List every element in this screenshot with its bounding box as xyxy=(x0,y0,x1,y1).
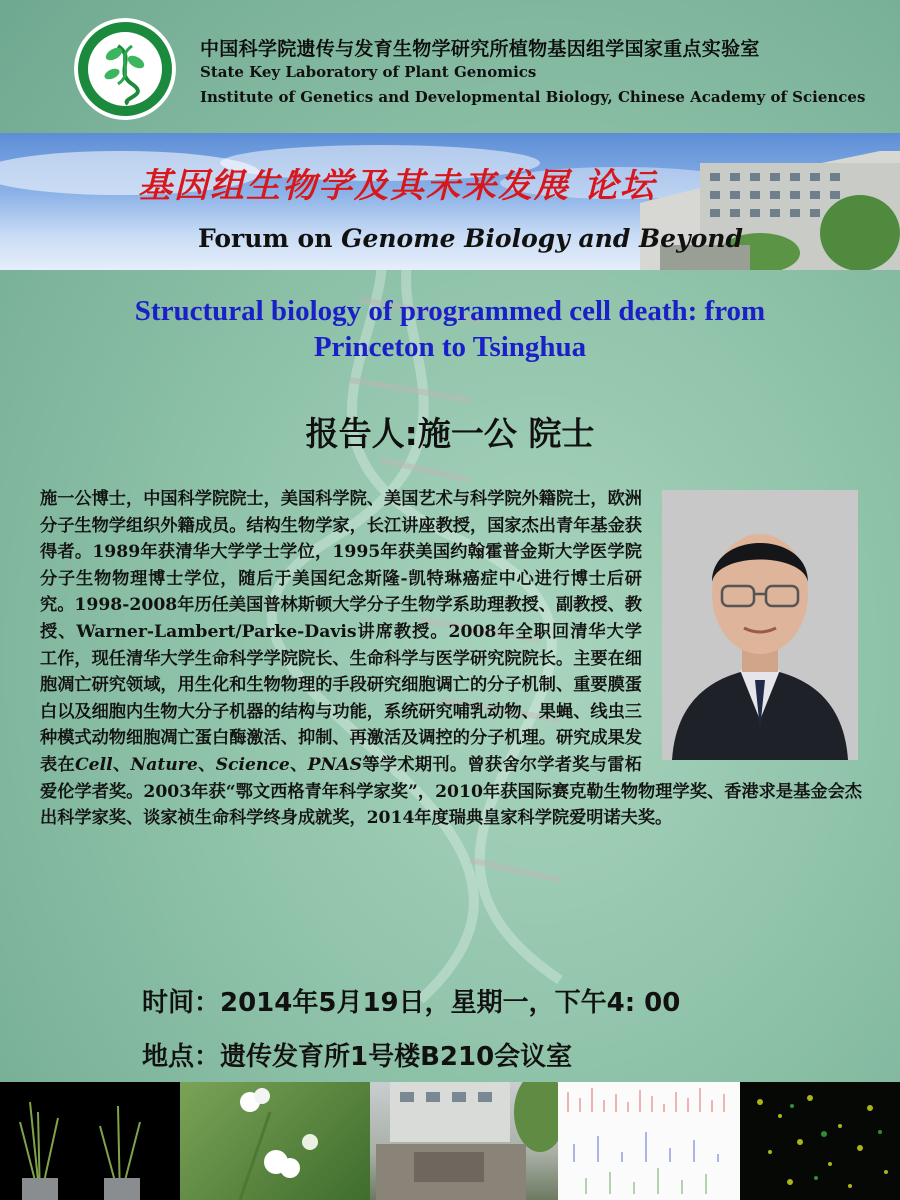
lab-header xyxy=(0,0,900,132)
bio-text-1: 施一公博士，中国科学院院士，美国科学院、美国艺术与科学院外籍院士，欧洲分子生物学组织外籍成员。结构生物学家，长江讲座教授，国家杰出青年基金获得者。1989年获清华大学学士学位，1995年获美国约翰霍普金斯大学医学院分子生物物理博士学位，随后于美国纪念斯隆-凯特琳癌症中心进行博士后研究。1998-2008年历任美国普林斯顿大学分子生物学系助理教授、副教授、教授、Warner-Lambert/Parke-Davis讲席教授。2008年全职回清华大学工作，现任清华大学生命科学学院院长、生命科学与医学研究院院长。主要在细胞凋亡研究领域，用生化和生物物理的手段研究细胞调亡的分子机制、重要膜蛋白以及细胞内生物大分子机器的结构与功能，系统研究哺乳动物、果蝇、线虫三种模式动物细胞凋亡蛋白酶激活、抑制、再激活及调控的分子机理。研究成果发表在 xyxy=(40,489,642,775)
lab-name-en: State Key Laboratory of Plant Genomics xyxy=(200,63,537,81)
bio-text-2: 等学术期刊。曾获舍尔学者奖与雷柘爱伦学者奖。2003年获“鄂文西格青年科学家奖”，2010年获国际赛克勒生物物理学奖、香港求是基金会杰出科学家奖、谈家祯生命科学终身成就奖，2014年度瑞典皇家科学院爱明诺夫奖。 xyxy=(40,754,862,829)
microarray-image xyxy=(740,1082,900,1200)
image-strip xyxy=(0,1082,900,1200)
lab-name-cn: 中国科学院遗传与发育生物学研究所植物基因组学国家重点实验室 xyxy=(200,38,760,60)
institute-building-image xyxy=(370,1082,558,1200)
genome-data-chart-image xyxy=(558,1082,740,1200)
lab-logo xyxy=(74,18,176,120)
institute-name-en: Institute of Genetics and Developmental Biology, Chinese Academy of Sciences xyxy=(200,88,866,106)
event-time: 时间：2014年5月19日，星期一，下午4: 00 xyxy=(142,988,681,1018)
forum-title-en-italic: Genome Biology and Beyond xyxy=(341,224,743,253)
forum-title-en xyxy=(198,224,743,253)
journal-nature: Nature xyxy=(130,754,198,775)
separator: 、 xyxy=(112,754,131,775)
talk-title xyxy=(40,293,860,365)
talk-title-line-1: Structural biology of programmed cell death: from xyxy=(134,295,766,327)
forum-title-cn: 基因组生物学及其未来发展 论坛 xyxy=(138,166,656,206)
talk-title-line-2: Princeton to Tsinghua xyxy=(313,331,587,363)
separator: 、 xyxy=(289,754,308,775)
separator: 、 xyxy=(197,754,216,775)
photo-spacer xyxy=(642,486,862,764)
dna-logo-icon xyxy=(74,18,176,120)
event-place: 地点：遗传发育所1号楼B210会议室 xyxy=(142,1042,573,1072)
journal-pnas: PNAS xyxy=(307,754,363,775)
journal-science: Science xyxy=(215,754,290,775)
forum-title-en-prefix: Forum on xyxy=(198,224,342,253)
speaker-bio xyxy=(40,486,862,832)
arabidopsis-flower-image xyxy=(180,1082,370,1200)
rice-plants-image xyxy=(0,1082,180,1200)
speaker-label: 报告人:施一公 院士 xyxy=(305,414,595,453)
journal-cell: Cell xyxy=(75,754,113,775)
